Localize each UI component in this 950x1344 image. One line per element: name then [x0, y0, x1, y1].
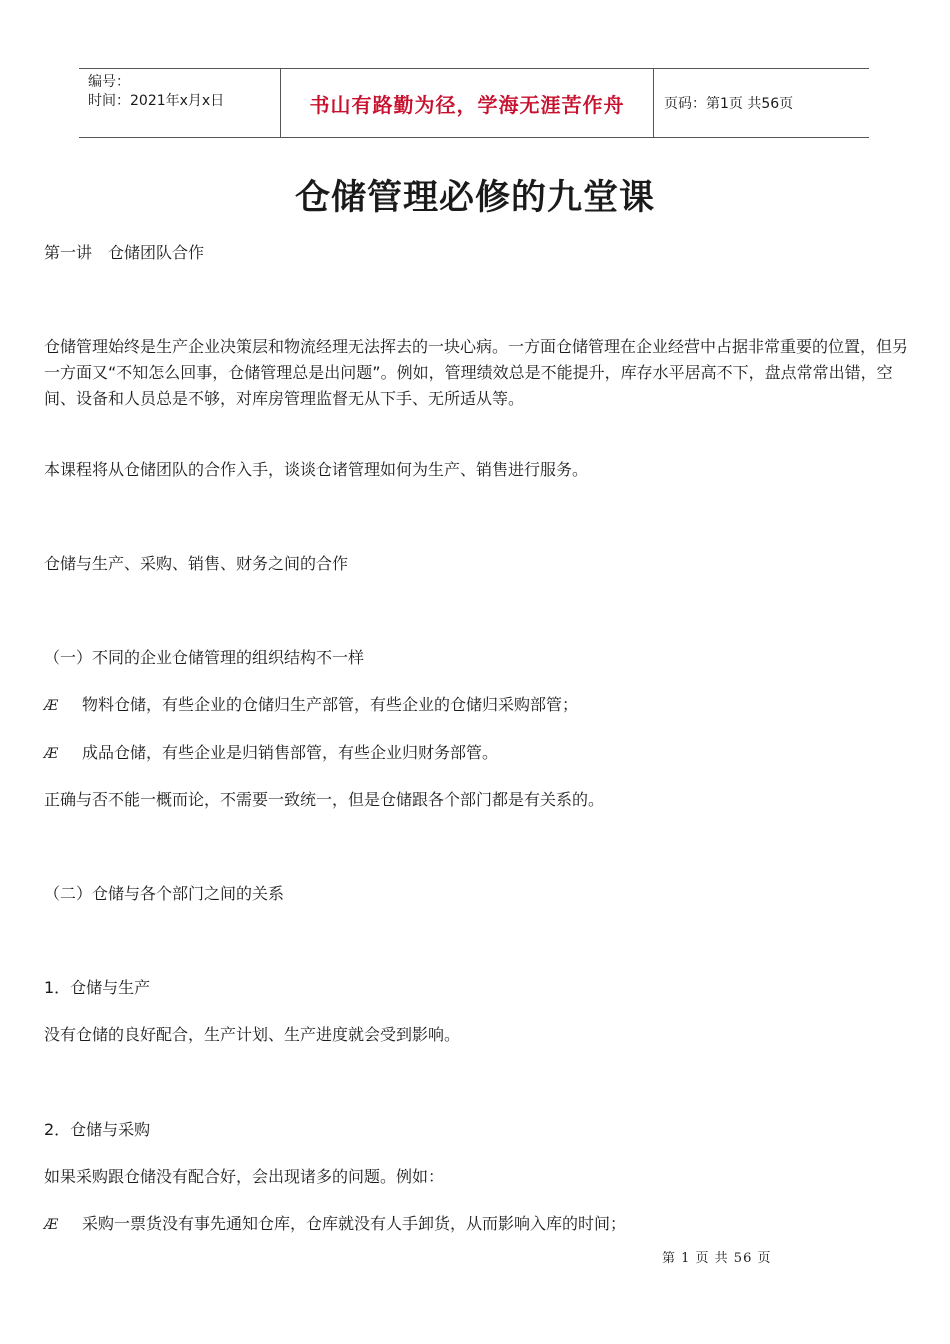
- bullet-item: [44, 740, 914, 767]
- section-two-heading: （二）仓储与各个部门之间的关系: [44, 884, 285, 903]
- header-motto-cell: [281, 69, 654, 137]
- document-title: 仓储管理必修的九堂课: [294, 177, 655, 218]
- lecture-heading: 第一讲 仓储团队合作: [44, 243, 205, 262]
- purchasing-paragraph: 如果采购跟仓储没有配合好，会出现诸多的问题。例如：: [44, 1167, 445, 1186]
- page-footer: 第 1 页 共 56 页: [662, 1251, 772, 1266]
- bullet-icon: Æ: [44, 1217, 59, 1233]
- bullet-icon: Æ: [44, 698, 59, 714]
- cooperation-heading: 仓储与生产、采购、销售、财务之间的合作: [44, 554, 349, 573]
- document-header: [79, 68, 869, 138]
- bullet-text: 采购一票货没有事先通知仓库，仓库就没有人手卸货，从而影响入库的时间；: [82, 1214, 627, 1233]
- bullet-text: 物料仓储，有些企业的仓储归生产部管，有些企业的仓储归采购部管；: [82, 695, 579, 714]
- section-one-heading: （一）不同的企业仓储管理的组织结构不一样: [44, 648, 365, 667]
- subsection-production: 1．仓储与生产: [44, 978, 151, 997]
- header-meta: [79, 69, 281, 137]
- header-page-cell: [654, 69, 869, 137]
- bullet-item: [44, 1211, 914, 1238]
- course-paragraph: 本课程将从仓储团队的合作入手，谈谈仓诸管理如何为生产、销售进行服务。: [44, 460, 589, 479]
- bullet-item: [44, 692, 914, 719]
- motto: 书山有路勤为径，学海无涯苦作舟: [309, 92, 625, 117]
- production-paragraph: 没有仓储的良好配合，生产计划、生产进度就会受到影响。: [44, 1025, 461, 1044]
- number-label: 编号：: [88, 74, 130, 90]
- bullet-text: 成品仓储，有些企业是归销售部管，有些企业归财务部管。: [82, 743, 499, 762]
- bullet-icon: Æ: [44, 746, 59, 762]
- time-label: 时间：2021年x月x日: [88, 93, 225, 109]
- subsection-purchasing: 2．仓储与采购: [44, 1120, 151, 1139]
- conclusion-paragraph: 正确与否不能一概而论，不需要一致统一，但是仓储跟各个部门都是有关系的。: [44, 790, 605, 809]
- intro-paragraph: 仓储管理始终是生产企业决策层和物流经理无法挥去的一块心病。一方面仓储管理在企业经营中占据非常重要的位置，但另一方面又“不知怎么回事，仓储管理总是出问题”。例如，管理绩效总是不能提升，库存水平居高不下，盘点常常出错，空间、设备和人员总是不够，对库房管理监督无从下手、无所适从等。: [44, 337, 909, 408]
- page-label: 页码：第1页 共56页: [664, 96, 794, 112]
